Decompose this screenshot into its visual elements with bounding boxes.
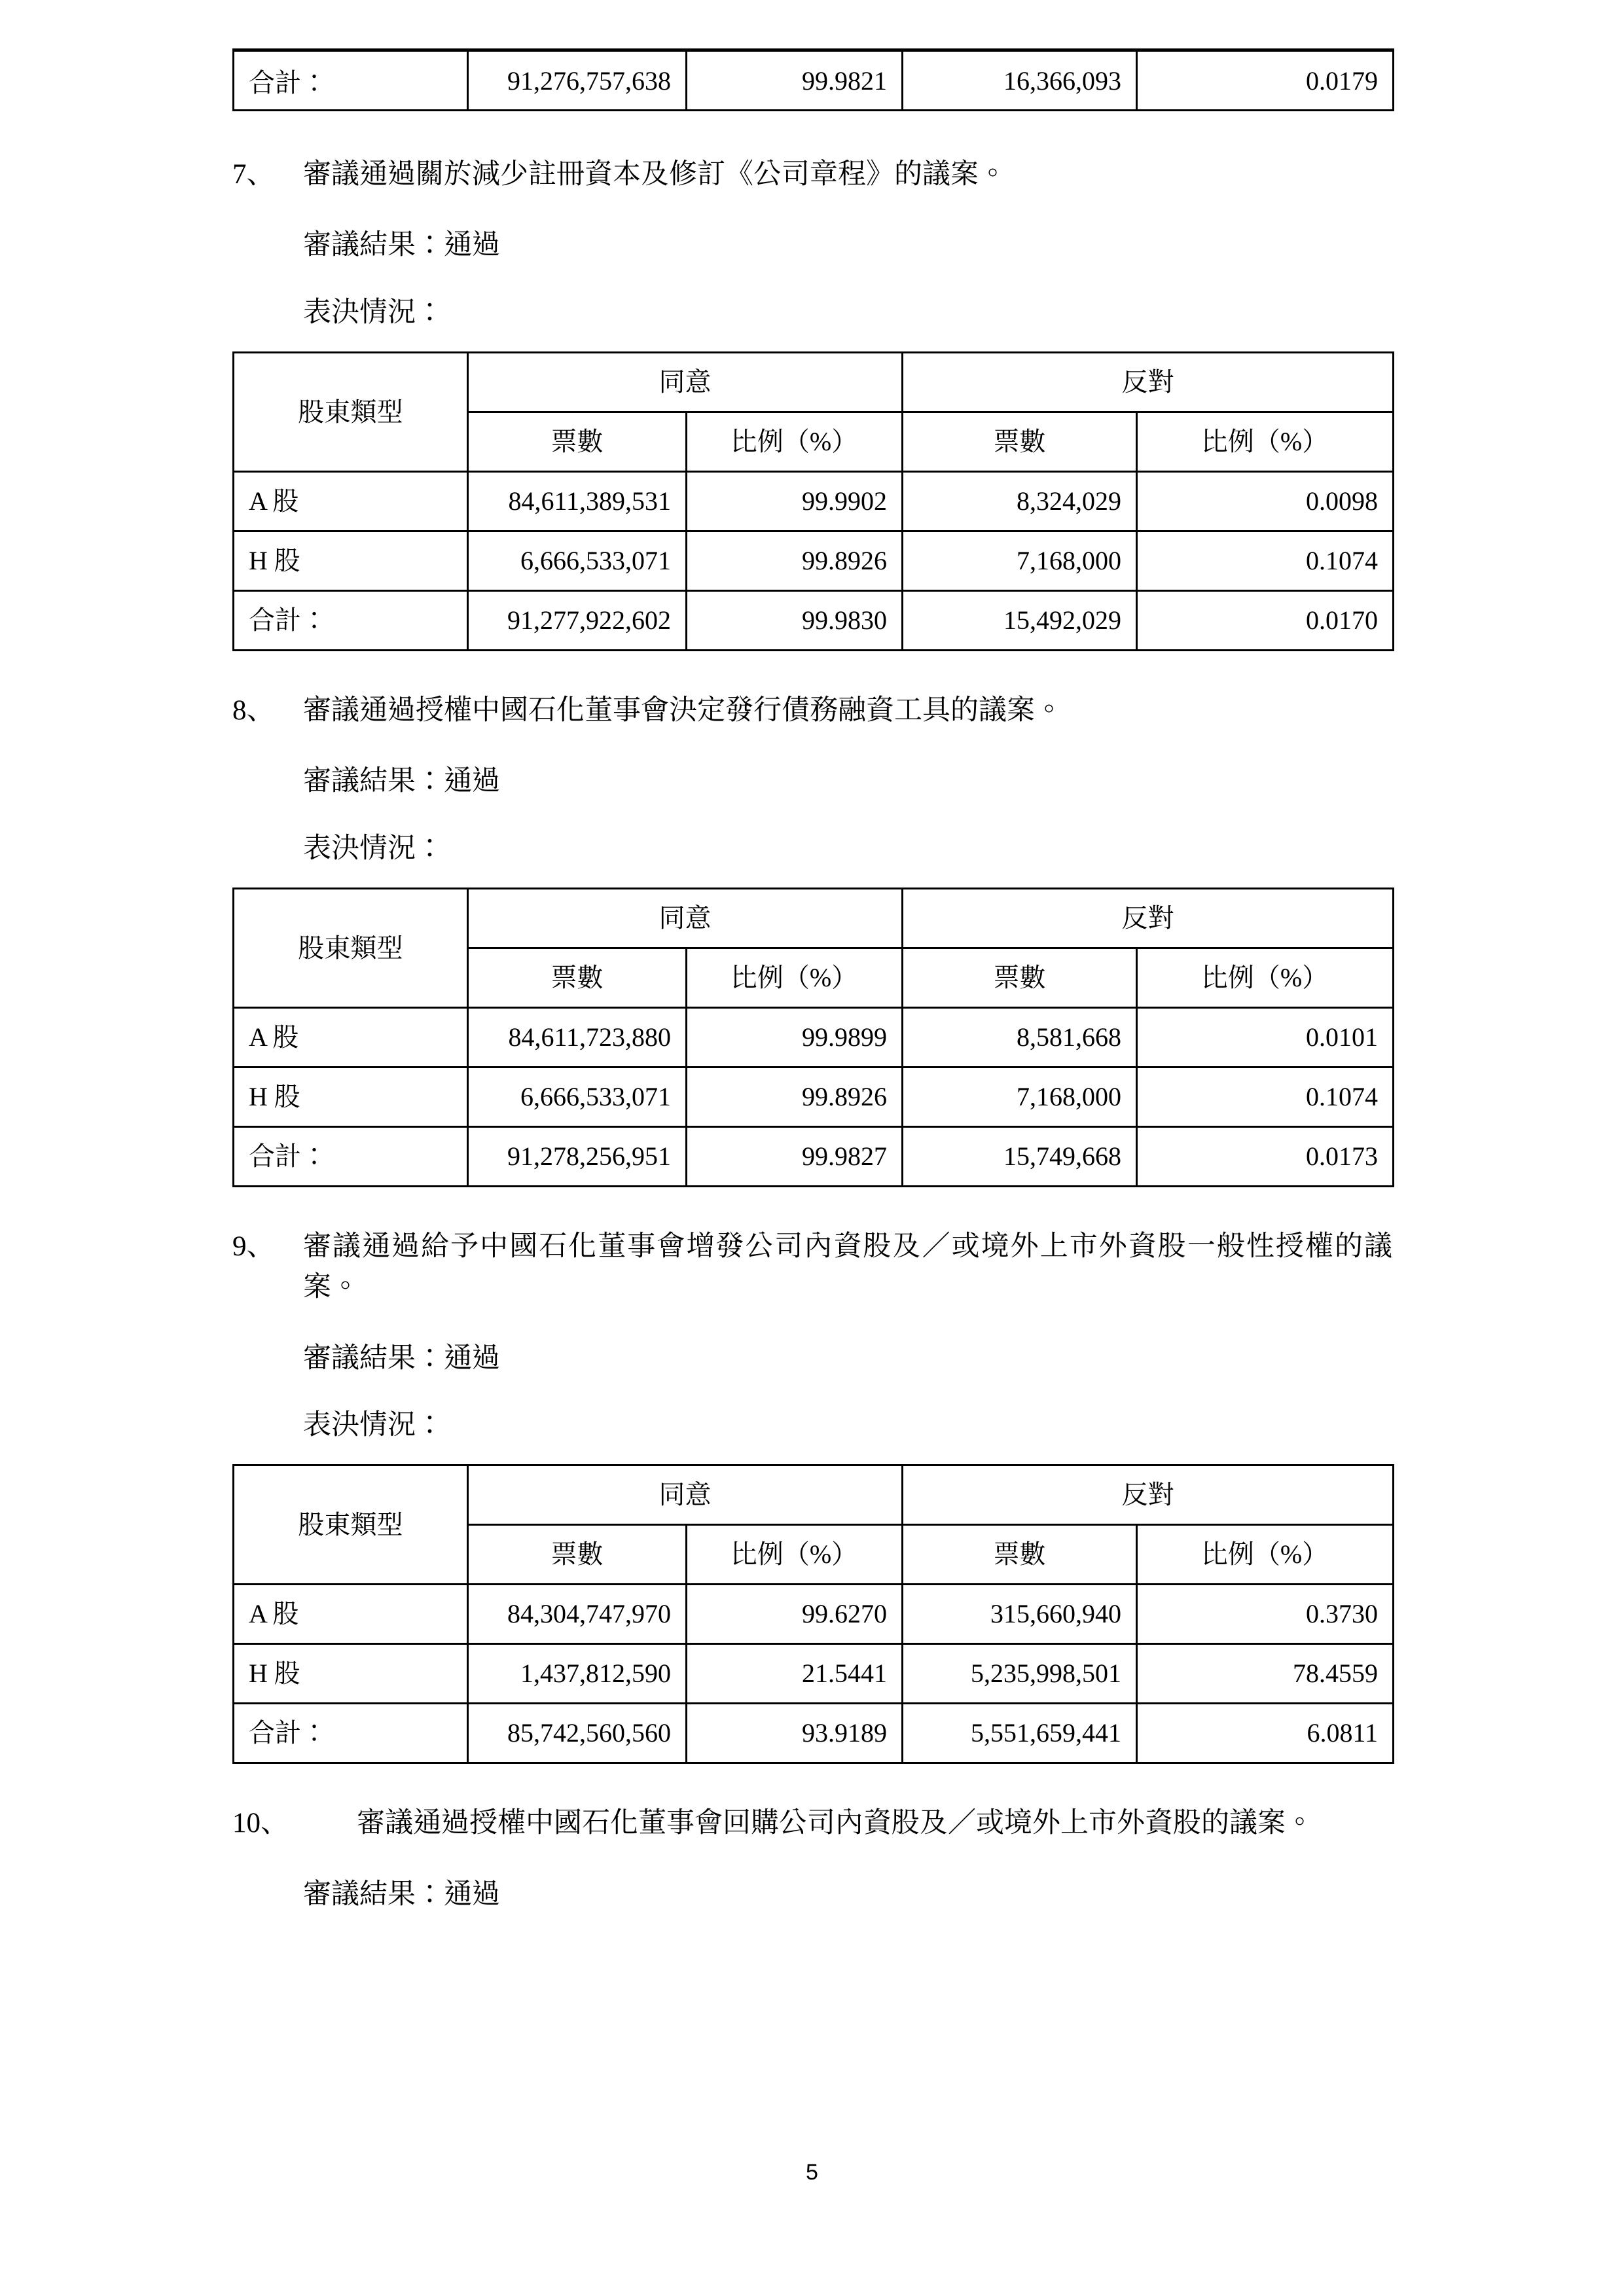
th-for-votes: 票數 — [468, 1525, 687, 1585]
cell-against-ratio: 78.4559 — [1137, 1644, 1394, 1704]
cell-against-ratio: 0.0173 — [1137, 1127, 1394, 1187]
cell-for-votes: 1,437,812,590 — [468, 1644, 687, 1704]
th-shareholder-type: 股東類型 — [234, 889, 468, 1008]
cell-for-votes: 91,278,256,951 — [468, 1127, 687, 1187]
cell-for-votes: 6,666,533,071 — [468, 1067, 687, 1127]
cell-for-ratio: 99.9830 — [687, 591, 903, 651]
spacer — [232, 651, 1392, 691]
cell-against-votes: 315,660,940 — [903, 1585, 1137, 1644]
cell-against-ratio: 0.0101 — [1137, 1008, 1394, 1067]
table-row — [234, 591, 1394, 651]
th-for-votes: 票數 — [468, 412, 687, 472]
cell-for-votes: 84,611,389,531 — [468, 472, 687, 531]
th-for-ratio: 比例（%） — [687, 1525, 903, 1585]
item-number: 10、 — [232, 1808, 289, 1839]
continued-vote-table — [232, 48, 1394, 111]
spacer — [232, 731, 1392, 761]
th-against: 反對 — [903, 1465, 1394, 1525]
cell-against-ratio: 0.1074 — [1137, 1067, 1394, 1127]
th-against-votes: 票數 — [903, 412, 1137, 472]
item-8-voting-label: 表決情況： — [303, 833, 444, 864]
table-row — [234, 1585, 1394, 1644]
cell-for-ratio: 21.5441 — [687, 1644, 903, 1704]
cell-for-ratio: 99.9827 — [687, 1127, 903, 1187]
table-row — [234, 50, 1394, 111]
spacer — [232, 266, 1392, 293]
resolution-item-9 — [232, 1227, 1392, 1308]
row-label-total: 合計： — [234, 591, 468, 651]
spacer — [232, 1764, 1392, 1803]
cell-for-ratio: 99.8926 — [687, 531, 903, 591]
th-for: 同意 — [468, 353, 903, 412]
spacer — [232, 1308, 1392, 1338]
cell-for-ratio: 99.9821 — [687, 50, 903, 111]
cell-for-ratio: 99.8926 — [687, 1067, 903, 1127]
cell-against-votes: 16,366,093 — [903, 50, 1137, 111]
vote-table-item-9 — [232, 1464, 1394, 1764]
row-label: A 股 — [234, 472, 468, 531]
cell-against-votes: 7,168,000 — [903, 531, 1137, 591]
th-shareholder-type: 股東類型 — [234, 1465, 468, 1585]
cell-against-votes: 15,749,668 — [903, 1127, 1137, 1187]
item-7-result: 審議結果：通過 — [303, 230, 500, 261]
th-against-votes: 票數 — [903, 948, 1137, 1008]
cell-against-votes: 8,324,029 — [903, 472, 1137, 531]
table-row — [234, 1067, 1394, 1127]
vote-table-item-8 — [232, 888, 1394, 1187]
cell-for-ratio: 99.9899 — [687, 1008, 903, 1067]
page-number: 5 — [806, 2160, 818, 2185]
cell-against-votes: 8,581,668 — [903, 1008, 1137, 1067]
table-header-row-1 — [234, 889, 1394, 948]
th-for-ratio: 比例（%） — [687, 948, 903, 1008]
page-content — [232, 0, 1392, 1915]
row-label: H 股 — [234, 1644, 468, 1704]
item-7-voting-label: 表決情況： — [303, 296, 444, 328]
row-label-total: 合計： — [234, 50, 468, 111]
cell-for-votes: 85,742,560,560 — [468, 1704, 687, 1763]
cell-against-votes: 15,492,029 — [903, 591, 1137, 651]
cell-for-votes: 91,277,922,602 — [468, 591, 687, 651]
row-label: H 股 — [234, 1067, 468, 1127]
cell-for-ratio: 93.9189 — [687, 1704, 903, 1763]
spacer — [232, 1446, 1392, 1464]
spacer — [232, 1844, 1392, 1874]
cell-for-votes: 6,666,533,071 — [468, 531, 687, 591]
row-label: H 股 — [234, 531, 468, 591]
item-9-result: 審議結果：通過 — [303, 1342, 500, 1374]
resolution-item-8 — [232, 691, 1392, 731]
cell-for-votes: 91,276,757,638 — [468, 50, 687, 111]
row-label-total: 合計： — [234, 1704, 468, 1763]
th-for: 同意 — [468, 889, 903, 948]
item-number: 8、 — [232, 695, 275, 726]
item-text: 審議通過給予中國石化董事會增發公司內資股及／或境外上市外資股一般性授權的議案。 — [303, 1231, 1392, 1303]
cell-against-ratio: 6.0811 — [1137, 1704, 1394, 1763]
item-number: 7、 — [232, 159, 275, 190]
cell-against-votes: 7,168,000 — [903, 1067, 1137, 1127]
th-shareholder-type: 股東類型 — [234, 353, 468, 472]
spacer — [232, 802, 1392, 829]
cell-against-votes: 5,551,659,441 — [903, 1704, 1137, 1763]
th-against-ratio: 比例（%） — [1137, 948, 1394, 1008]
cell-against-votes: 5,235,998,501 — [903, 1644, 1137, 1704]
row-label-total: 合計： — [234, 1127, 468, 1187]
cell-against-ratio: 0.1074 — [1137, 531, 1394, 591]
cell-against-ratio: 0.0179 — [1137, 50, 1394, 111]
item-text: 審議通過關於減少註冊資本及修訂《公司章程》的議案。 — [303, 159, 1007, 190]
th-for-votes: 票數 — [468, 948, 687, 1008]
item-10-result: 審議結果：通過 — [303, 1878, 500, 1910]
item-number: 9、 — [232, 1231, 275, 1263]
cell-against-ratio: 0.0170 — [1137, 591, 1394, 651]
cell-against-ratio: 0.3730 — [1137, 1585, 1394, 1644]
cell-for-ratio: 99.9902 — [687, 472, 903, 531]
table-header-row-1 — [234, 1465, 1394, 1525]
table-row — [234, 472, 1394, 531]
resolution-item-7 — [232, 154, 1392, 195]
row-label: A 股 — [234, 1585, 468, 1644]
th-against: 反對 — [903, 889, 1394, 948]
th-against: 反對 — [903, 353, 1394, 412]
spacer — [232, 195, 1392, 225]
top-spacer — [232, 0, 1392, 48]
th-against-votes: 票數 — [903, 1525, 1137, 1585]
spacer — [232, 1379, 1392, 1405]
cell-against-ratio: 0.0098 — [1137, 472, 1394, 531]
table-header-row-1 — [234, 353, 1394, 412]
item-8-result: 審議結果：通過 — [303, 766, 500, 797]
th-for-ratio: 比例（%） — [687, 412, 903, 472]
spacer — [232, 333, 1392, 351]
table-row — [234, 1704, 1394, 1763]
th-for: 同意 — [468, 1465, 903, 1525]
cell-for-votes: 84,611,723,880 — [468, 1008, 687, 1067]
row-label: A 股 — [234, 1008, 468, 1067]
th-against-ratio: 比例（%） — [1137, 1525, 1394, 1585]
table-row — [234, 1008, 1394, 1067]
cell-for-votes: 84,304,747,970 — [468, 1585, 687, 1644]
table-row — [234, 531, 1394, 591]
table-row — [234, 1644, 1394, 1704]
cell-for-ratio: 99.6270 — [687, 1585, 903, 1644]
item-text: 審議通過授權中國石化董事會回購公司內資股及／或境外上市外資股的議案。 — [357, 1808, 1314, 1839]
spacer — [232, 1187, 1392, 1227]
item-9-voting-label: 表決情況： — [303, 1410, 444, 1441]
spacer — [232, 111, 1392, 154]
th-against-ratio: 比例（%） — [1137, 412, 1394, 472]
item-text: 審議通過授權中國石化董事會決定發行債務融資工具的議案。 — [303, 695, 1063, 726]
vote-table-item-7 — [232, 351, 1394, 651]
table-row — [234, 1127, 1394, 1187]
resolution-item-10 — [232, 1803, 1392, 1844]
spacer — [232, 869, 1392, 888]
